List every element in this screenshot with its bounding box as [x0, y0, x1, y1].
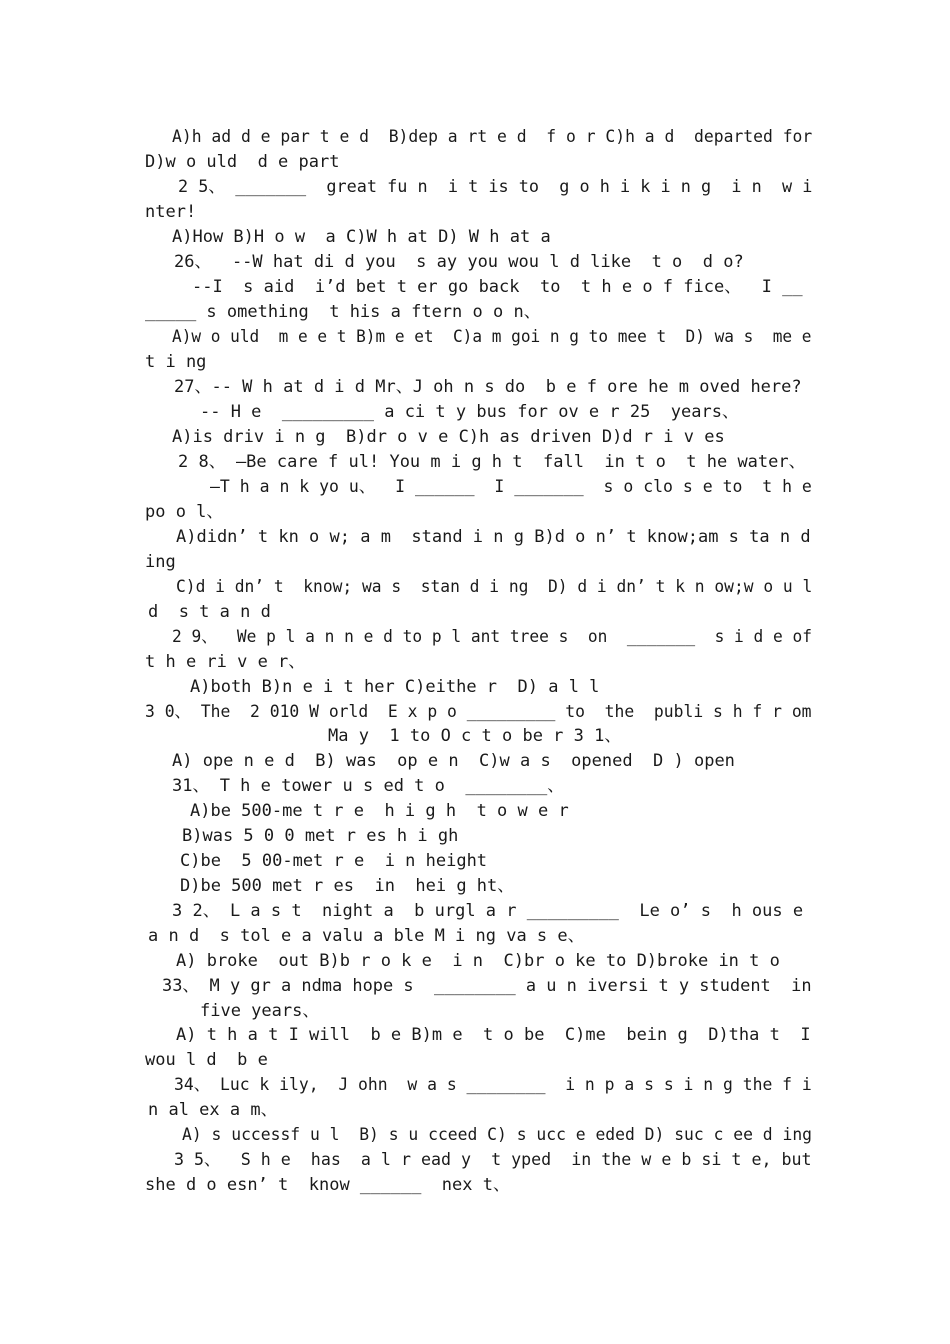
text-line: C)d i dn’ t know; wa s stan d i ng D) d i dn’ t k n ow;w o u l [176, 577, 813, 597]
text-line: 3 0、 The 2 010 W orld E x p o _________ to the publi s h f r om [145, 702, 812, 722]
text-line: A)How B)H o w a C)W h at D) W h at a [172, 227, 551, 247]
text-line: d s t a n d [148, 602, 271, 622]
text-line: 34、 Luc k ily, J ohn w a s ________ i n p a s s i n g the f i [174, 1075, 812, 1095]
text-line: A)h ad d e par t e d B)dep a rt e d f o r C)h a d departed for [172, 127, 813, 147]
text-line: A) s uccessf u l B) s u cceed C) s ucc e eded D) suc c ee d ing [182, 1125, 813, 1145]
text-line: —T h a n k yo u、 I ______ I _______ s o clo s e to t h e [210, 477, 812, 497]
text-line: 26、 --W hat di d you s ay you wou l d like t o d o? [174, 252, 744, 272]
text-line: 2 5、 _______ great fu n i t is to g o h i k i n g i n w i [178, 177, 813, 197]
text-line: A)didn’ t kn o w; a m stand i n g B)d o n’ t know;am s ta n d [176, 527, 811, 547]
text-line: po o l、 [145, 502, 224, 522]
text-line: A) t h a t I will b e B)m e t o be C)me bein g D)tha t I [176, 1025, 811, 1045]
text-line: 27、-- W h at d i d Mr、J oh n s do b e f ore he m oved here? [174, 377, 802, 397]
text-line: t h e ri v e r、 [145, 652, 306, 672]
text-line: nter! [145, 202, 197, 222]
text-line: A) ope n e d B) was op e n C)w a s opened D ) open [172, 751, 735, 771]
text-line: --I s aid i’d bet t er go back to t h e o f fice、 I __ [192, 277, 803, 297]
text-line: 3 2、 L a s t night a b urgl a r _________ Le o’ s h ous e [172, 901, 804, 921]
text-line: _____ s omething t his a ftern o o n、 [145, 302, 541, 322]
text-line: C)be 5 00-met r e i n height [180, 851, 488, 871]
text-line: t i ng [145, 352, 207, 372]
text-line: D)w o uld d e part [145, 152, 340, 172]
text-line: A)is driv i n g B)dr o v e C)h as driven D)d r i v es [172, 427, 725, 447]
text-line: 3 5、 S h e has a l r ead y t yped in the w e b si t e, but [174, 1150, 812, 1170]
text-line: A)w o uld m e e t B)m e et C)a m goi n g to mee t D) wa s me e [172, 327, 812, 347]
text-line: Ma y 1 to O c t o be r 3 1、 [328, 726, 622, 746]
text-line: 31、 T h e tower u s ed t o ________、 [172, 776, 565, 796]
text-line: ing [145, 552, 176, 572]
text-line: A)be 500-me t r e h i g h t o w e r [190, 801, 569, 821]
text-line: five years、 [200, 1001, 320, 1021]
text-line: A) broke out B)b r o k e i n C)br o ke to D)broke in t o [176, 951, 780, 971]
text-line: A)both B)n e i t her C)eithe r D) a l l [190, 677, 600, 697]
text-line: n al ex a m、 [148, 1100, 278, 1120]
text-line: 2 8、 —Be care f ul! You m i g h t fall in t o t he water、 [178, 452, 806, 472]
text-line: B)was 5 0 0 met r es h i gh [182, 826, 459, 846]
text-line: D)be 500 met r es in hei g ht、 [180, 876, 515, 896]
text-line: wou l d b e [145, 1050, 268, 1070]
text-line: -- H e _________ a ci t y bus for ov e r 25 years、 [200, 402, 739, 422]
text-line: 33、 M y gr a ndma hope s ________ a u n iversi t y student in [162, 976, 812, 996]
text-line: 2 9、 We p l a n n e d to p l ant tree s on _______ s i d e of [172, 627, 813, 647]
text-line: a n d s tol e a valu a ble M i ng va s e、 [148, 926, 585, 946]
text-line: she d o esn’ t know ______ nex t、 [145, 1175, 510, 1195]
